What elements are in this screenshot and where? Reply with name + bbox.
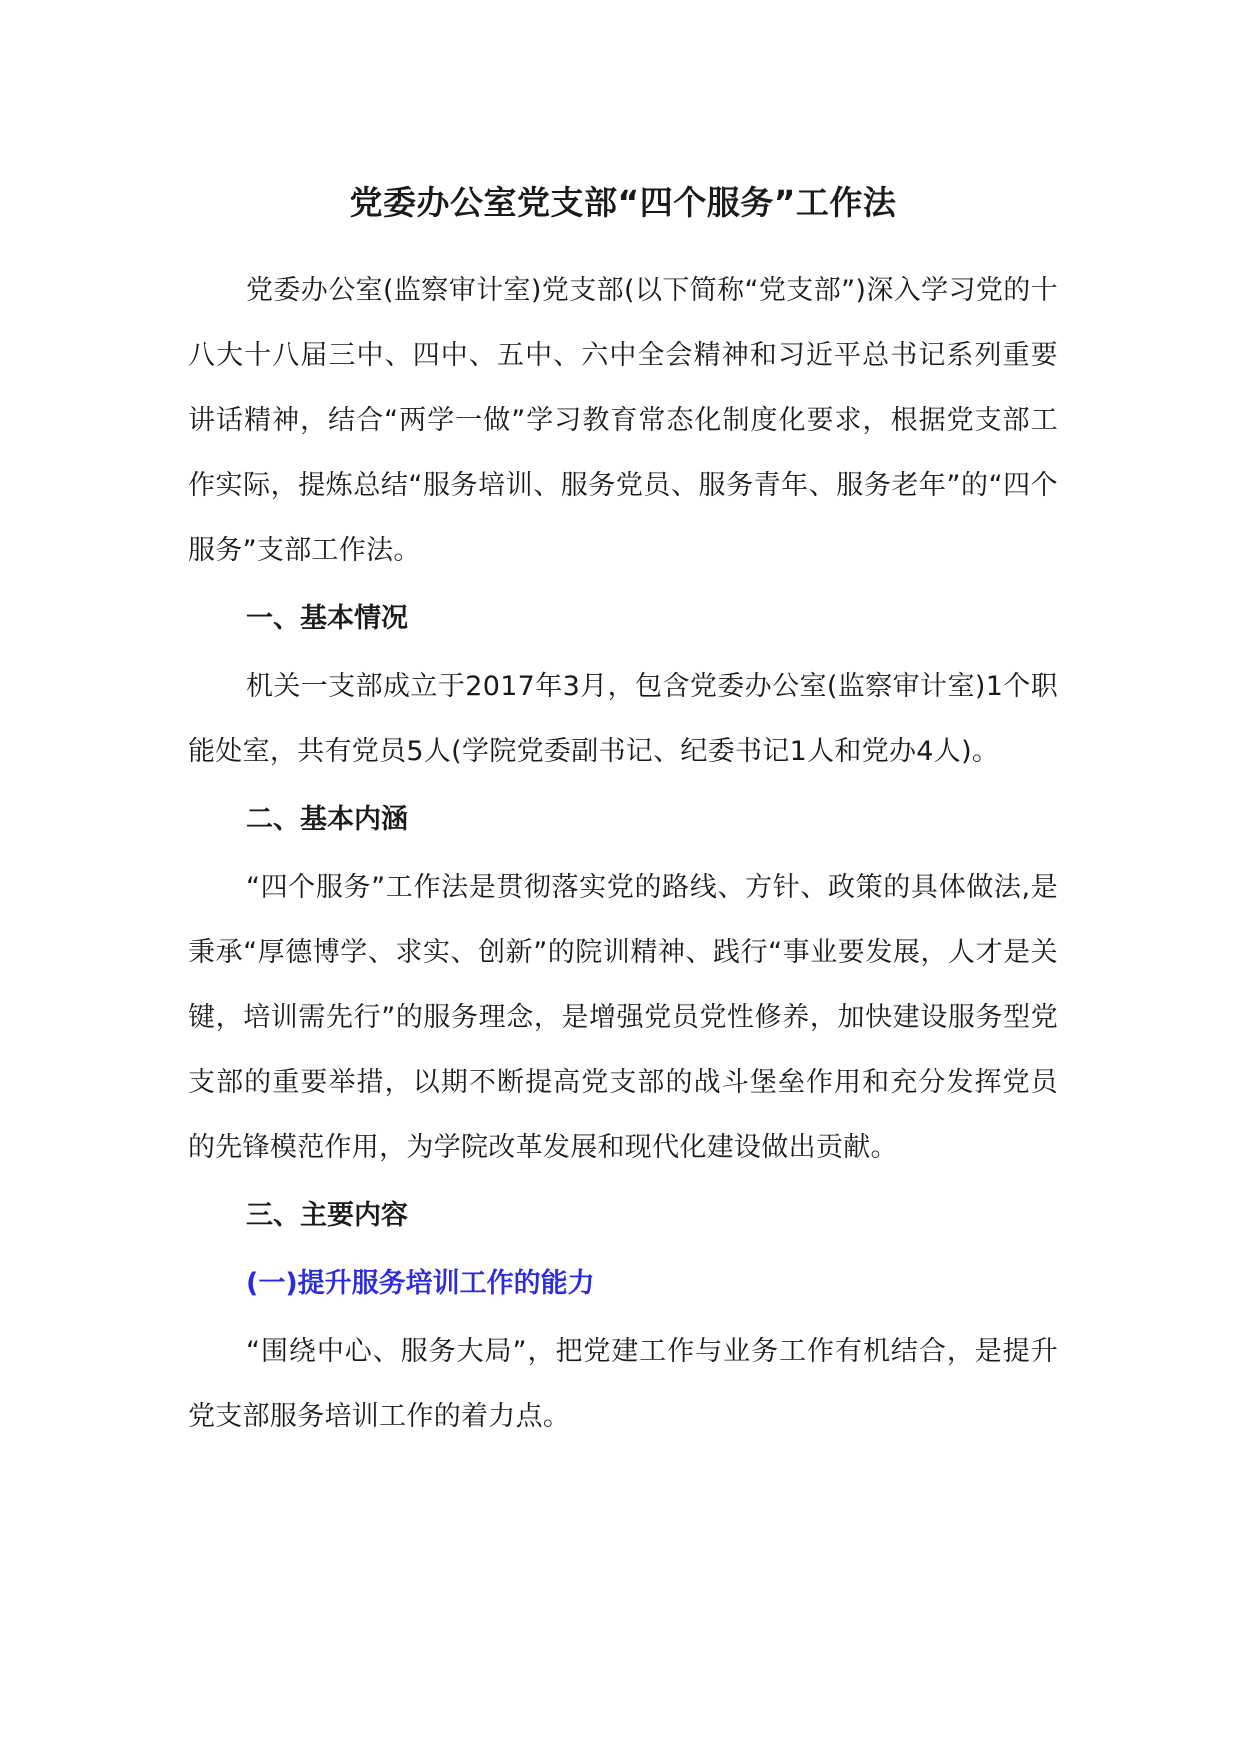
section-heading-main-content: 三、主要内容 xyxy=(246,1200,408,1231)
document-page xyxy=(188,170,1058,1449)
intro-paragraph: 党委办公室(监察审计室)党支部(以下简称“党支部”)深入学习党的十八大十八届三中、四中、五中、六中全会精神和习近平总书记系列重要讲话精神，结合“两学一做”学习教育常态化制度化要求，根据党支部工作实际，提炼总结“服务培训、服务党员、服务青年、服务老年”的“四个服务”支部工作法。 xyxy=(188,275,1058,566)
document-title: 党委办公室党支部“四个服务”工作法 xyxy=(349,183,897,222)
main-content-paragraph: “围绕中心、服务大局”，把党建工作与业务工作有机结合，是提升党支部服务培训工作的着力点。 xyxy=(188,1336,1058,1432)
section-heading-basic-situation: 一、基本情况 xyxy=(246,603,408,634)
section-heading-basic-connotation: 二、基本内涵 xyxy=(246,804,408,835)
subheading-training-service: (一)提升服务培训工作的能力 xyxy=(246,1268,595,1299)
basic-connotation-paragraph: “四个服务”工作法是贯彻落实党的路线、方针、政策的具体做法,是秉承“厚德博学、求实、创新”的院训精神、践行“事业要发展，人才是关键，培训需先行”的服务理念，是增强党员党性修养，加快建设服务型党支部的重要举措，以期不断提高党支部的战斗堡垒作用和充分发挥党员的先锋模范作用，为学院改革发展和现代化建设做出贡献。 xyxy=(188,872,1058,1163)
basic-situation-paragraph: 机关一支部成立于2017年3月，包含党委办公室(监察审计室)1个职能处室，共有党员5人(学院党委副书记、纪委书记1人和党办4人)。 xyxy=(188,671,1058,767)
